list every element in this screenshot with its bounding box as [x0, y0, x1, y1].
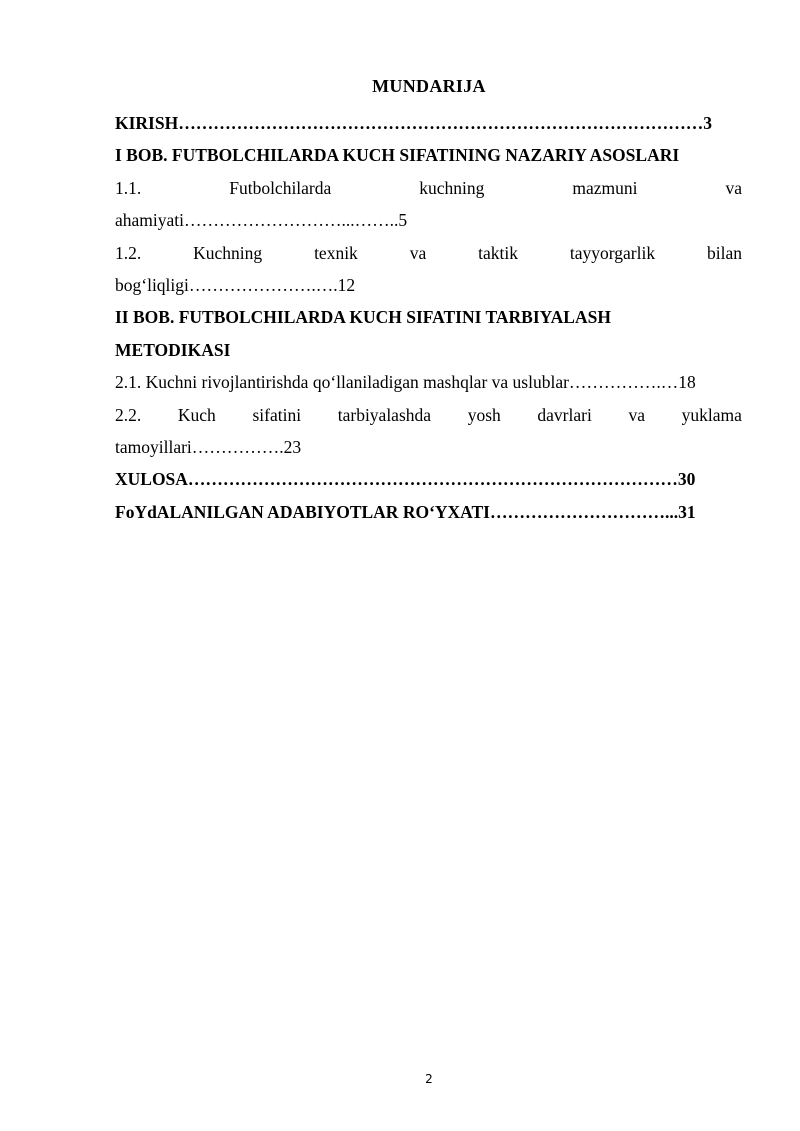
page-number: 2 [425, 1072, 433, 1086]
page-title: MUNDARIJA [372, 76, 486, 96]
table-of-contents [115, 107, 742, 528]
toc-word: kuchning [419, 177, 485, 198]
toc-entry-conclusion: XULOSA…………………………………………………………………………30 [115, 469, 696, 490]
toc-word: tayyorgarlik [569, 242, 656, 263]
toc-word: tarbiyalashda [337, 404, 432, 425]
toc-entry-references: FoYdALANILGAN ADABIYOTLAR RO‘YXATI…………………………...31 [115, 501, 696, 522]
toc-entry-chapter-1: I BOB. FUTBOLCHILARDA KUCH SIFATINING NAZARIY ASOSLARI [115, 145, 680, 166]
toc-entry-1-1 [115, 172, 742, 204]
toc-word: va [725, 177, 742, 198]
toc-word: taktik [478, 242, 518, 263]
toc-entry-intro: KIRISH………………………………………………………………………………3 [115, 113, 712, 133]
toc-word: va [628, 404, 646, 425]
toc-entry-1-2 [115, 237, 742, 269]
toc-entry-chapter-2-continuation: METODIKASI [115, 339, 231, 360]
toc-word: 1.2. [115, 242, 142, 263]
toc-word: yosh [467, 404, 501, 425]
toc-entry-1-2-continuation: bog‘liqligi………………….….12 [115, 274, 356, 295]
toc-entry-chapter-2: II BOB. FUTBOLCHILARDA KUCH SIFATINI TARBIYALASH [115, 307, 611, 328]
toc-entry-2-2-continuation: tamoyillari…………….23 [115, 436, 302, 457]
toc-word: texnik [314, 242, 358, 263]
toc-word: sifatini [252, 404, 302, 425]
toc-word: Kuchning [193, 242, 263, 263]
toc-word: bilan [706, 242, 742, 263]
toc-word: 1.1. [115, 177, 142, 198]
toc-word: davrlari [537, 404, 592, 425]
toc-entry-2-2 [115, 399, 742, 431]
toc-word: 2.2. [115, 404, 142, 425]
toc-word: Futbolchilarda [229, 177, 332, 198]
toc-word: yuklama [681, 404, 742, 425]
toc-entry-1-1-continuation: ahamiyati………………………...……..5 [115, 210, 408, 231]
toc-word: va [409, 242, 427, 263]
toc-entry-2-1: 2.1. Kuchni rivojlantirishda qo‘llaniladigan mashqlar va uslublar…………….…18 [115, 372, 696, 393]
toc-word: Kuch [177, 404, 216, 425]
toc-word: mazmuni [572, 177, 638, 198]
